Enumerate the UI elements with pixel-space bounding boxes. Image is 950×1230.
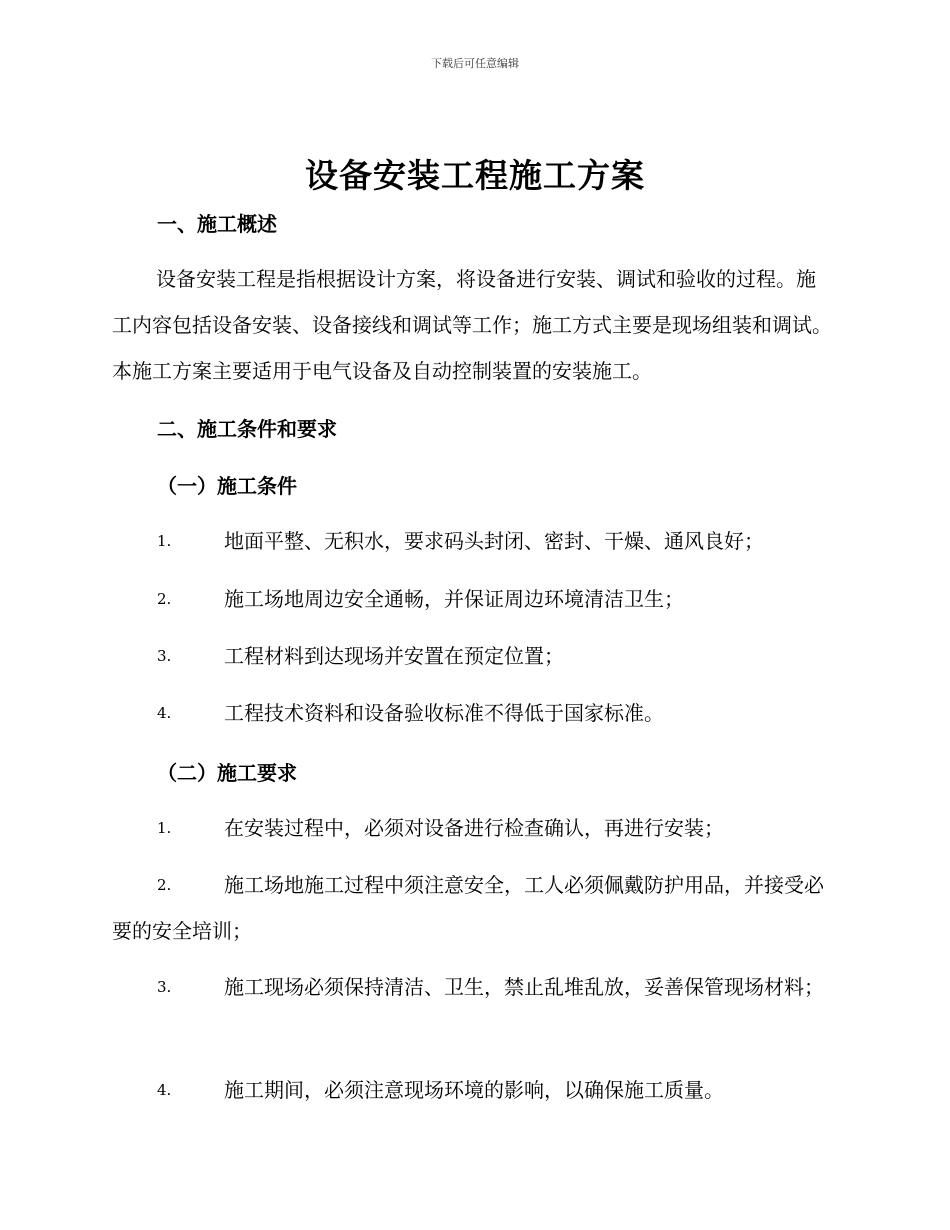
list-item-number: 1. bbox=[157, 532, 172, 550]
section-heading-conditions-requirements: 二、施工条件和要求 bbox=[157, 417, 337, 441]
list-item-number: 1. bbox=[157, 819, 172, 837]
list-item-number: 3. bbox=[157, 978, 172, 996]
header-note: 下载后可任意编辑 bbox=[431, 57, 519, 70]
list-item bbox=[112, 633, 832, 679]
list-item-text: 在安装过程中，必须对设备进行检查确认，再进行安装； bbox=[224, 816, 724, 840]
list-item bbox=[112, 1067, 832, 1113]
list-item-text: 工程技术资料和设备验收标准不得低于国家标准。 bbox=[224, 701, 664, 725]
list-item-number: 2. bbox=[157, 876, 172, 894]
list-item bbox=[112, 518, 832, 564]
list-item-number: 4. bbox=[157, 704, 172, 722]
list-item-text: 施工现场必须保持清洁、卫生，禁止乱堆乱放，妥善保管现场材料； bbox=[224, 975, 824, 999]
list-item bbox=[112, 964, 832, 1010]
list-item-number: 2. bbox=[157, 590, 172, 608]
list-item-text: 工程材料到达现场并安置在预定位置； bbox=[224, 644, 564, 668]
section-heading-overview: 一、施工概述 bbox=[157, 212, 277, 236]
overview-paragraph bbox=[112, 256, 832, 394]
list-item bbox=[112, 576, 832, 622]
list-item-text: 施工场地周边安全通畅，并保证周边环境清洁卫生； bbox=[224, 587, 684, 611]
overview-paragraph-text: 设备安装工程是指根据设计方案，将设备进行安装、调试和验收的过程。施工内容包括设备安装、设备接线和调试等工作；施工方式主要是现场组装和调试。本施工方案主要适用于电气设备及自动控制装置的安装施工。 bbox=[112, 267, 832, 383]
list-item bbox=[112, 690, 832, 736]
list-item-text: 地面平整、无积水，要求码头封闭、密封、干燥、通风良好； bbox=[224, 529, 764, 553]
document-title: 设备安装工程施工方案 bbox=[305, 156, 645, 195]
list-item-text: 施工场地施工过程中须注意安全，工人必须佩戴防护用品，并接受必要的安全培训； bbox=[112, 873, 824, 943]
list-item-number: 4. bbox=[157, 1081, 172, 1099]
subsection-heading-requirements: （二）施工要求 bbox=[157, 761, 297, 785]
list-item bbox=[112, 805, 832, 851]
list-item-number: 3. bbox=[157, 647, 172, 665]
subsection-heading-conditions: （一）施工条件 bbox=[157, 474, 297, 498]
list-item bbox=[112, 862, 832, 954]
list-item-text: 施工期间，必须注意现场环境的影响，以确保施工质量。 bbox=[224, 1078, 724, 1102]
